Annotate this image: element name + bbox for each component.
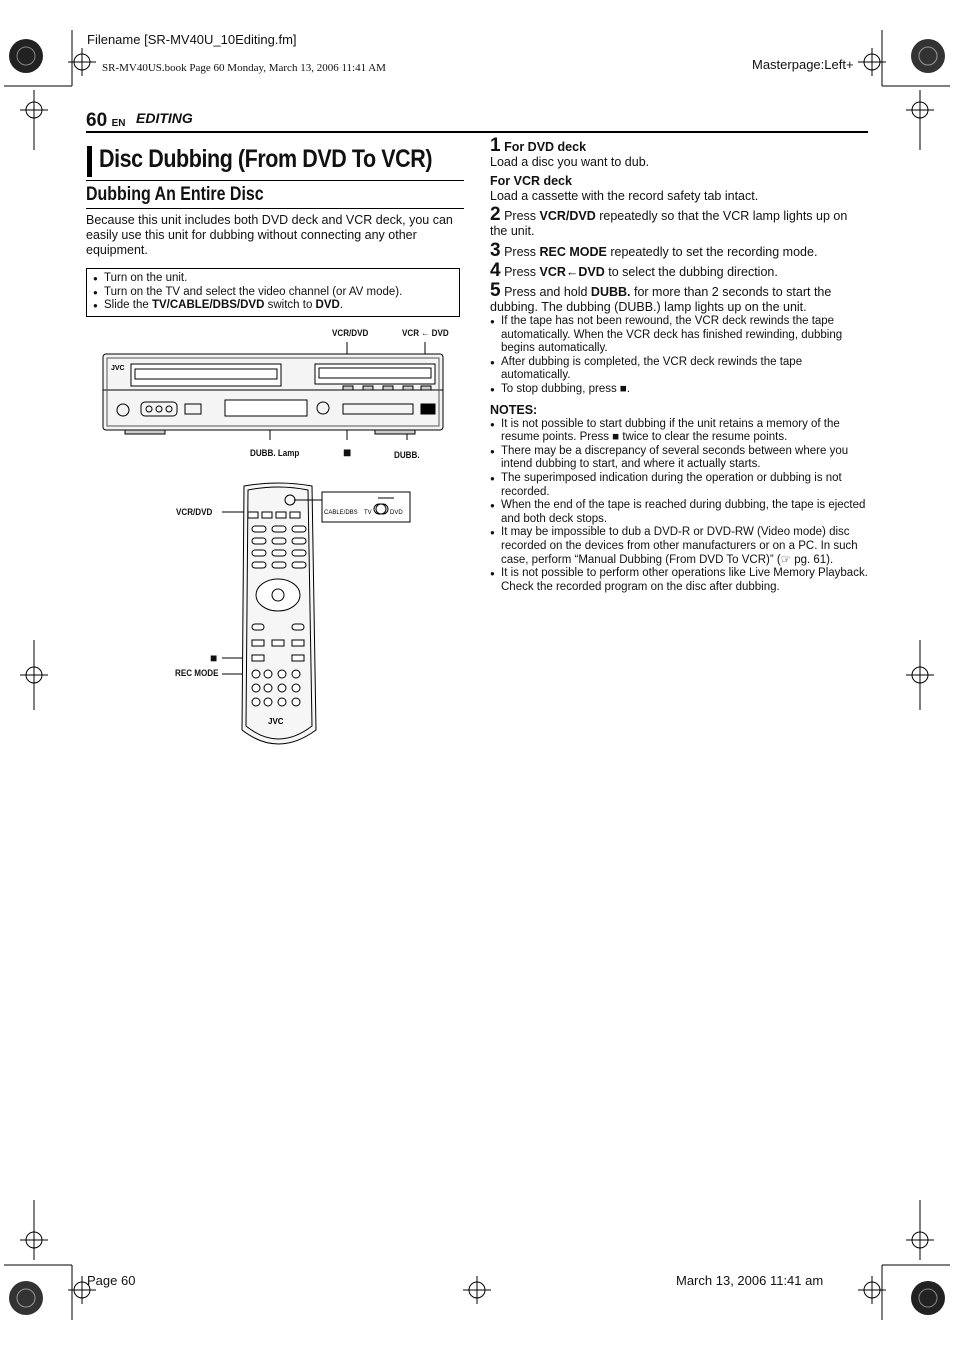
step-1: 1 For DVD deck Load a disc you want to dub. For VCR deck Load a cassette with the record safety tab intact. [490,135,759,203]
remote-vcr-dvd-label: VCR/DVD [176,507,213,518]
step-5-bullet: ● After dubbing is completed, the VCR deck rewinds the tape automatically. [490,356,868,383]
unit-brand-logo: JVC [111,365,125,372]
intro-text: Because this unit includes both DVD deck and VCR deck, you can easily use this unit for dubbing without connecting any other equipment. [86,213,453,257]
step-5-bullet: ● If the tape has not been rewound, the VCR deck rewinds the tape automatically. When the VCR deck has finished rewinding, dubbing begins automatically. [490,315,868,356]
remote-switch-tv-label: TV [364,510,372,516]
print-book-line: SR-MV40US.book Page 60 Monday, March 13, 2006 11:41 AM [102,62,386,74]
dvd-vcr-unit-illustration [95,340,455,450]
step-3: 3 Press REC MODE repeatedly to set the recording mode. [490,240,818,261]
prep-box [86,268,460,317]
step-5: 5 Press and hold DUBB. for more than 2 seconds to start the dubbing. The dubbing (DUBB.) lamp lights up on the unit. [490,280,832,314]
remote-rec-mode-label: REC MODE [175,668,219,679]
footer-date: March 13, 2006 11:41 am [676,1273,824,1288]
page-title: Disc Dubbing (From DVD To VCR) [99,145,433,173]
print-filename: Filename [SR-MV40U_10Editing.fm] [87,32,297,47]
section-name: EDITING [136,110,193,126]
page-number: 60 [86,110,108,131]
vcr-dvd-button-label: VCR/DVD [332,328,369,339]
prep-item: ● Turn on the unit. [93,272,459,286]
note-item: ● It is not possible to start dubbing if the unit retains a memory of the resume points. Press ■ twice to clear the resume points. [490,418,868,445]
prep-item: ● Turn on the TV and select the video channel (or AV mode). [93,286,459,300]
note-item: ● It may be impossible to dub a DVD-R or DVD-RW (Video mode) disc recorded on the devices from other manufacturers or on a PC. In such case, perform “Manual Dubbing (From DVD To VCR)” (☞ pg. 61). [490,526,868,567]
dubb-button-label: DUBB. [394,450,420,461]
note-item: ● It is not possible to perform other operations like Live Memory Playback. Check the recorded program on the disc after dubbing. [490,567,868,594]
subtitle-rule [86,208,464,209]
remote-stop-label: ■ [210,651,218,665]
step-2: 2 Press VCR/DVD repeatedly so that the VCR lamp lights up on the unit. [490,204,848,238]
remote-switch-dvd-label: DVD [390,510,403,516]
print-masterpage: Masterpage:Left+ [752,57,854,72]
dubb-lamp-label: DUBB. Lamp [250,448,300,459]
section-subtitle: Dubbing An Entire Disc [86,184,264,205]
footer-page: Page 60 [87,1273,136,1288]
step-4: 4 Press VCR←DVD to select the dubbing direction. [490,260,778,281]
step-5-bullets [490,315,868,397]
notes-list [490,418,868,595]
title-rule [86,180,464,181]
note-item: ● The superimposed indication during the operation or dubbing is not recorded. [490,472,868,499]
remote-control-illustration [218,480,418,755]
remote-switch-cable-label: CABLE/DBS [324,510,358,516]
page-lang: EN [111,118,126,129]
stop-button-label: ■ [343,444,352,460]
remote-brand-logo: JVC [268,717,284,726]
header-rule [86,131,868,133]
note-item: ● There may be a discrepancy of several seconds between where you intend dubbing to start, and where it actually starts. [490,445,868,472]
steps-column [490,135,868,594]
notes-heading: NOTES: [490,402,538,417]
step-5-bullet: ● To stop dubbing, press ■. [490,383,868,397]
note-item: ● When the end of the tape is reached during dubbing, the tape is ejected and both deck stops. [490,499,868,526]
page-header [86,110,868,132]
vcr-from-dvd-button-label: VCR ← DVD [402,328,449,339]
prep-item: ● Slide the TV/CABLE/DBS/DVD switch to DVD. [93,299,459,313]
title-bar [87,146,92,177]
